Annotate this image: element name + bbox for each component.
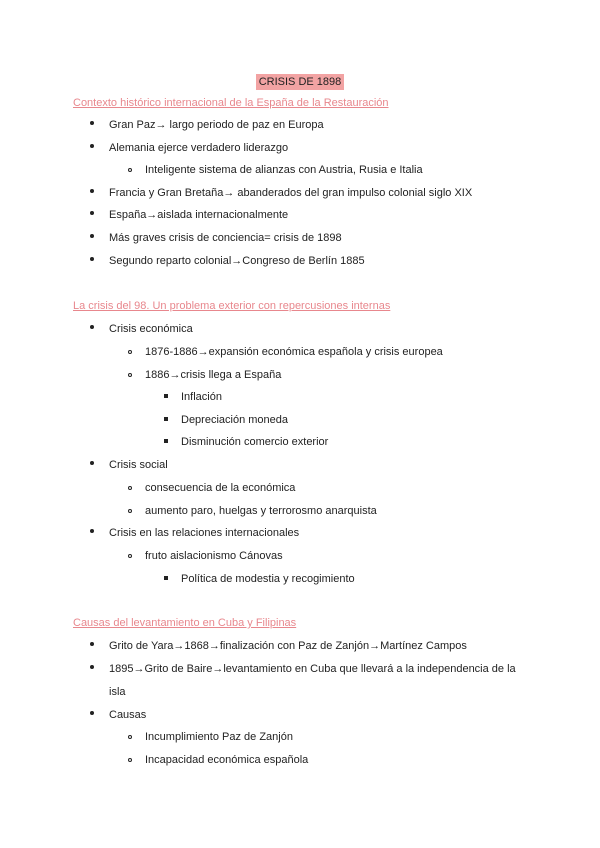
bullet-circle <box>128 163 132 177</box>
list-item: Grito de Yara→1868→finalización con Paz de Zanjón→Martínez Campos <box>109 640 467 652</box>
bullet-disc <box>90 526 94 540</box>
title-wrap <box>0 72 600 90</box>
list-item: Inflación <box>181 391 222 403</box>
section-heading-crisis-98: La crisis del 98. Un problema exterior con repercusiones internas <box>73 300 391 312</box>
list-item: 1895→Grito de Baire→levantamiento en Cuba que llevará a la independencia de la <box>109 663 516 675</box>
list-item: Depreciación moneda <box>181 414 289 426</box>
bullet-disc <box>90 208 94 222</box>
bullet-disc <box>90 231 94 245</box>
list-item: 1876-1886→expansión económica española y crisis europea <box>145 346 443 358</box>
list-item: Crisis social <box>109 459 168 471</box>
bullet-disc <box>90 118 94 132</box>
list-item: Inteligente sistema de alianzas con Austria, Rusia e Italia <box>145 164 423 176</box>
list-item: Incumplimiento Paz de Zanjón <box>145 731 293 743</box>
bullet-circle <box>128 730 132 744</box>
list-item: Gran Paz→ largo periodo de paz en Europa <box>109 119 324 131</box>
bullet-square <box>164 390 168 404</box>
document-title: CRISIS DE 1898 <box>256 74 345 90</box>
list-item: Más graves crisis de conciencia= crisis de 1898 <box>109 232 342 244</box>
list-item: fruto aislacionismo Cánovas <box>145 550 283 562</box>
bullet-disc <box>90 708 94 722</box>
list-item: Causas <box>109 709 147 721</box>
bullet-disc <box>90 186 94 200</box>
list-item: Alemania ejerce verdadero liderazgo <box>109 142 289 154</box>
list-item: Segundo reparto colonial→Congreso de Berlín 1885 <box>109 255 365 267</box>
list-item: Política de modestia y recogimiento <box>181 573 355 585</box>
bullet-disc <box>90 322 94 336</box>
bullet-circle <box>128 345 132 359</box>
list-item: España→aislada internacionalmente <box>109 209 289 221</box>
bullet-circle <box>128 753 132 767</box>
list-item: consecuencia de la económica <box>145 482 296 494</box>
bullet-circle <box>128 481 132 495</box>
bullet-circle <box>128 504 132 518</box>
list-item: Disminución comercio exterior <box>181 436 329 448</box>
bullet-circle <box>128 549 132 563</box>
bullet-disc <box>90 254 94 268</box>
bullet-disc <box>90 639 94 653</box>
bullet-square <box>164 435 168 449</box>
bullet-disc <box>90 141 94 155</box>
list-item: 1886→crisis llega a España <box>145 369 282 381</box>
bullet-disc <box>90 662 94 676</box>
bullet-square <box>164 572 168 586</box>
list-item-continuation: isla <box>109 686 126 698</box>
list-item: Crisis en las relaciones internacionales <box>109 527 300 539</box>
section-heading-causas: Causas del levantamiento en Cuba y Filipinas <box>73 617 297 629</box>
bullet-disc <box>90 458 94 472</box>
list-item: Incapacidad económica española <box>145 754 309 766</box>
section-heading-contexto: Contexto histórico internacional de la España de la Restauración <box>73 97 389 109</box>
list-item: aumento paro, huelgas y terrorosmo anarquista <box>145 505 377 517</box>
bullet-square <box>164 413 168 427</box>
list-item: Crisis económica <box>109 323 193 335</box>
bullet-circle <box>128 368 132 382</box>
list-item: Francia y Gran Bretaña→ abanderados del gran impulso colonial siglo XIX <box>109 187 473 199</box>
